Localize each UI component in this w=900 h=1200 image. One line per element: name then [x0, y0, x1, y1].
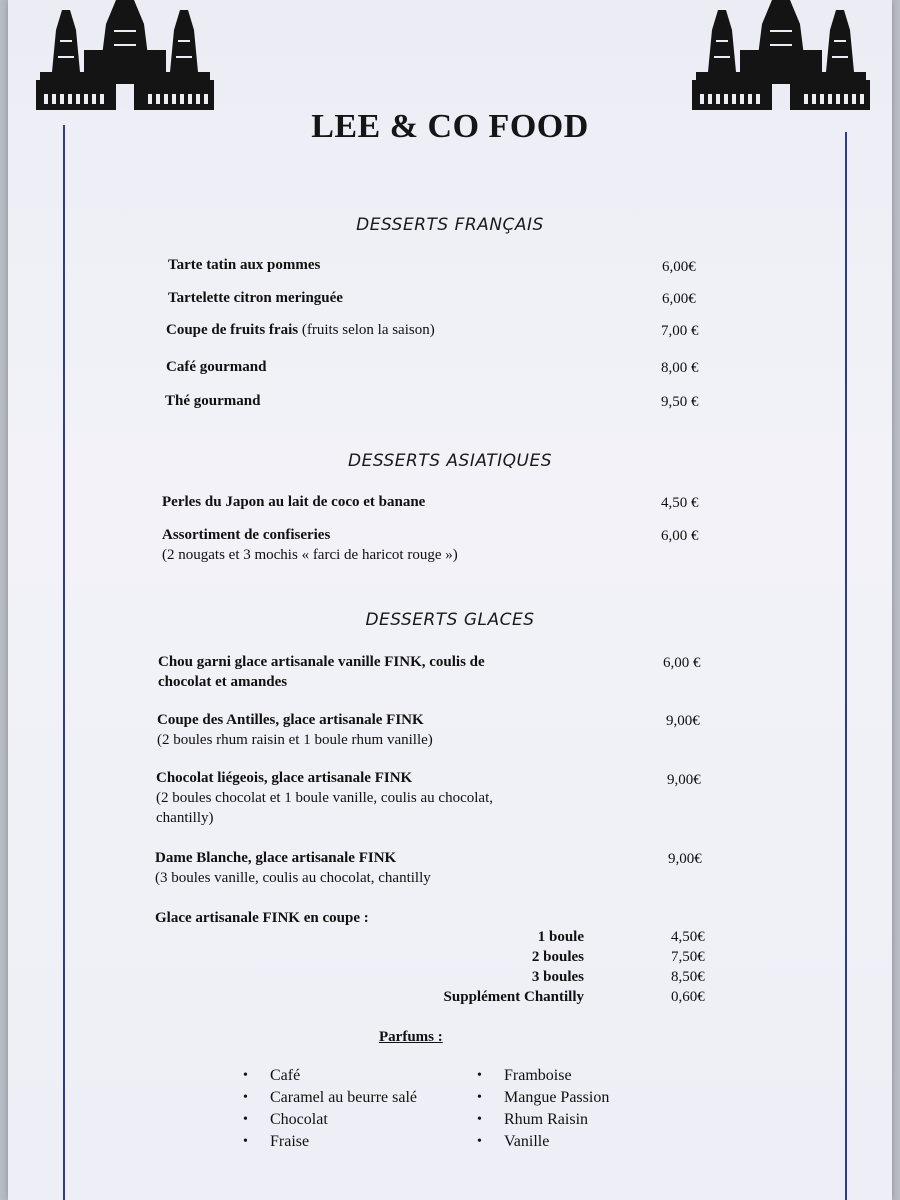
coupe-option-label: Supplément Chantilly — [443, 989, 584, 1005]
menu-item: Dame Blanche, glace artisanale FINK (3 boules vanille, coulis au chocolat, chantilly — [155, 850, 431, 886]
coupe-option-price: 8,50€ — [671, 969, 705, 985]
menu-item-price: 8,00 € — [661, 360, 699, 376]
coupe-option-price: 4,50€ — [671, 929, 705, 945]
bullet-icon: • — [243, 1134, 248, 1149]
menu-item: Café gourmand — [166, 359, 267, 375]
flavor-item: Caramel au beurre salé — [270, 1089, 418, 1106]
menu-item-price: 6,00€ — [662, 291, 696, 307]
angkor-temple-icon-left — [36, 0, 214, 112]
section-title-desserts-glaces: DESSERTS GLACES — [365, 610, 535, 630]
menu-item: Chocolat liégeois, glace artisanale FINK (2 boules chocolat et 1 boule vanille, coulis au chocolat, chantilly) — [156, 770, 493, 826]
coupe-option-label: 1 boule — [537, 929, 584, 945]
menu-item: Assortiment de confiseries (2 nougats et 3 mochis « farci de haricot rouge ») — [162, 527, 458, 563]
bullet-icon: • — [243, 1090, 248, 1105]
flavor-item: Chocolat — [270, 1111, 328, 1128]
bullet-icon: • — [477, 1090, 482, 1105]
restaurant-title: LEE & CO FOOD — [311, 108, 589, 145]
flavor-item: Mangue Passion — [504, 1089, 610, 1106]
menu-item: Tartelette citron meringuée — [168, 290, 343, 306]
menu-item: Chou garni glace artisanale vanille FINK, coulis de chocolat et amandes — [158, 654, 485, 690]
menu-item-price: 7,00 € — [661, 323, 699, 339]
flavor-item: Framboise — [504, 1067, 572, 1084]
angkor-temple-icon-right — [692, 0, 870, 112]
menu-item-price: 9,00€ — [666, 713, 700, 729]
flavor-item: Vanille — [504, 1133, 550, 1150]
menu-item-price: 4,50 € — [661, 495, 699, 511]
menu-item-price: 9,00€ — [668, 851, 702, 867]
flavor-item: Rhum Raisin — [504, 1111, 589, 1128]
coupe-title: Glace artisanale FINK en coupe : — [155, 910, 369, 926]
menu-item-price: 9,50 € — [661, 394, 699, 410]
coupe-option-price: 7,50€ — [671, 949, 705, 965]
menu-item: Perles du Japon au lait de coco et banane — [162, 494, 426, 510]
bullet-icon: • — [477, 1068, 482, 1083]
menu-item: Coupe des Antilles, glace artisanale FINK (2 boules rhum raisin et 1 boule rhum vanille) — [157, 712, 433, 748]
flavor-item: Fraise — [270, 1133, 310, 1150]
menu-item-price: 9,00€ — [667, 772, 701, 788]
left-border-rule — [63, 125, 65, 1200]
bullet-icon: • — [477, 1112, 482, 1127]
bullet-icon: • — [243, 1068, 248, 1083]
menu-item: Thé gourmand — [165, 393, 261, 409]
menu-item: Coupe de fruits frais (fruits selon la saison) — [166, 322, 435, 338]
coupe-option-price: 0,60€ — [671, 989, 705, 1005]
menu-item-price: 6,00€ — [662, 259, 696, 275]
menu-item: Tarte tatin aux pommes — [168, 257, 321, 273]
bullet-icon: • — [243, 1112, 248, 1127]
menu-item-price: 6,00 € — [663, 655, 701, 671]
coupe-option-label: 3 boules — [531, 969, 584, 985]
flavor-item: Café — [270, 1067, 301, 1084]
parfums-title: Parfums : — [379, 1029, 443, 1045]
section-title-desserts-francais: DESSERTS FRANÇAIS — [356, 215, 544, 235]
section-title-desserts-asiatiques: DESSERTS ASIATIQUES — [347, 451, 553, 471]
menu-item-price: 6,00 € — [661, 528, 699, 544]
right-border-rule — [845, 132, 847, 1200]
bullet-icon: • — [477, 1134, 482, 1149]
menu-page — [8, 0, 892, 1200]
coupe-option-label: 2 boules — [531, 949, 584, 965]
